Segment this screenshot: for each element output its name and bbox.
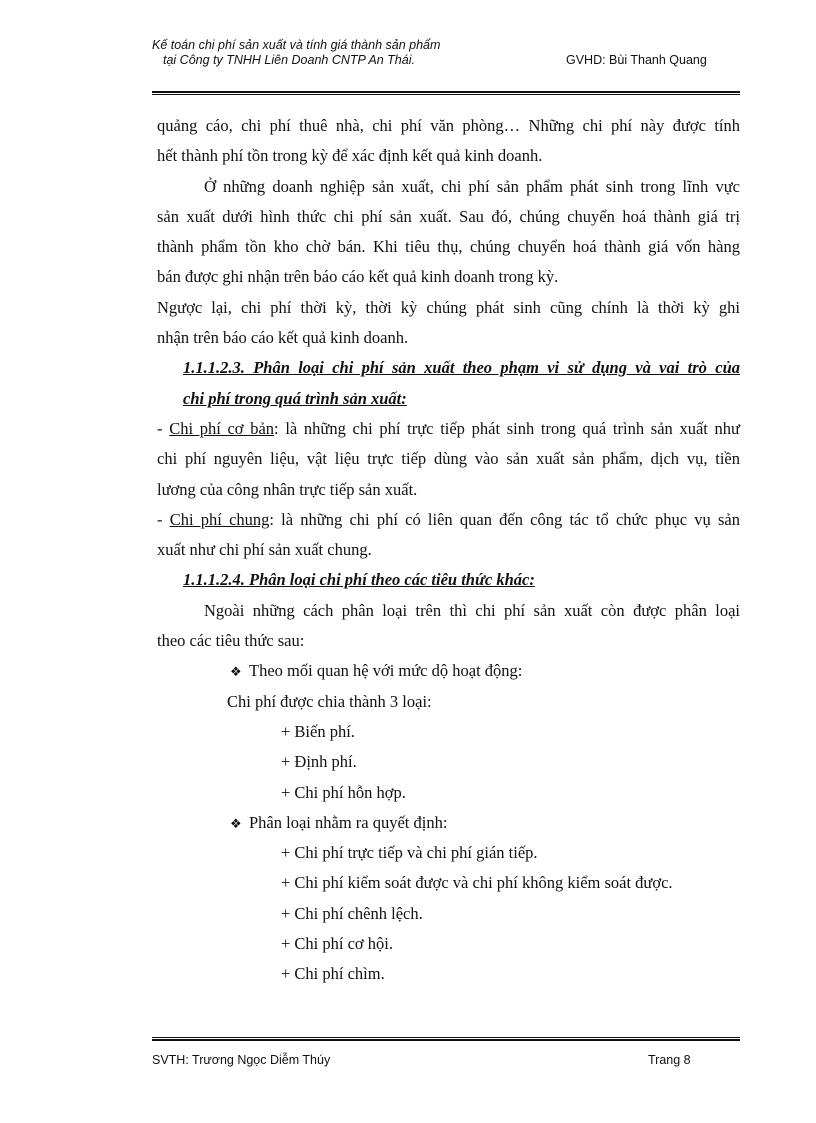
paragraph-line: thành phẩm tồn kho chờ bán. Khi tiêu thụ, chúng chuyển hoá thành giá vốn hàng	[157, 237, 740, 257]
paragraph-line: bán được ghi nhận trên báo cáo kết quả kinh doanh trong kỳ.	[157, 267, 559, 287]
section-heading-2: 1.1.1.2.4. Phân loại chi phí theo các tiêu thức khác:	[183, 570, 535, 590]
dash: -	[157, 418, 170, 438]
paragraph-line: nhận trên báo cáo kết quả kinh doanh.	[157, 328, 409, 348]
list-item: + Chi phí hỗn hợp.	[281, 782, 406, 802]
list-item: + Chi phí cơ hội.	[281, 934, 393, 954]
footer-page-number: Trang 8	[648, 1053, 691, 1067]
bullet-item	[157, 656, 740, 686]
list-item: + Chi phí kiểm soát được và chi phí không kiểm soát được.	[281, 873, 673, 893]
bullet-text: Theo mối quan hệ với mức dộ hoạt động:	[249, 661, 523, 681]
paragraph-line: chi phí nguyên liệu, vật liệu trực tiếp dùng vào sản xuất sản phẩm, dịch vụ, tiền	[157, 449, 740, 469]
header-title-line-2: tại Công ty TNHH Liên Doanh CNTP An Thái.	[163, 53, 415, 67]
bullet-text: Phân loại nhằm ra quyết định:	[249, 812, 448, 832]
definition-line	[157, 505, 740, 535]
header-title-line-1: Kế toán chi phí sản xuất và tính giá thành sản phẩm	[152, 38, 441, 52]
section-heading-1-line-2: chi phí trong quá trình sản xuất:	[183, 388, 407, 408]
paragraph-line: Ngược lại, chi phí thời kỳ, thời kỳ chúng phát sinh cũng chính là thời kỳ ghi	[157, 297, 740, 317]
diamond-bullet-icon: ❖	[230, 665, 242, 681]
list-item: + Định phí.	[281, 752, 357, 772]
paragraph-line: xuất như chi phí sản xuất chung.	[157, 540, 372, 560]
bullet-subtext: Chi phí được chia thành 3 loại:	[227, 691, 432, 711]
bullet-item	[157, 808, 740, 838]
diamond-bullet-icon: ❖	[230, 816, 242, 832]
document-body	[157, 111, 740, 990]
list-item: + Chi phí trực tiếp và chi phí gián tiếp.	[281, 843, 538, 863]
paragraph-line: theo các tiêu thức sau:	[157, 631, 305, 651]
definition-text: : là những chi phí trực tiếp phát sinh trong quá trình sản xuất như	[274, 418, 740, 438]
definition-line	[157, 414, 740, 444]
paragraph-line: hết thành phí tồn trong kỳ để xác định kết quả kinh doanh.	[157, 146, 543, 166]
list-item: + Biến phí.	[281, 721, 355, 741]
header-rule	[152, 91, 740, 95]
header-advisor: GVHD: Bùi Thanh Quang	[566, 53, 707, 67]
paragraph-line: quảng cáo, chi phí thuê nhà, chi phí văn phòng… Những chi phí này được tính	[157, 116, 740, 135]
footer-rule	[152, 1037, 740, 1041]
term-chi-phi-co-ban: Chi phí cơ bản	[169, 418, 275, 438]
paragraph-line: Ở những doanh nghiệp sản xuất, chi phí sản phẩm phát sinh trong lĩnh vực	[204, 176, 740, 196]
paragraph-line: lương của công nhân trực tiếp sản xuất.	[157, 479, 418, 499]
term-chi-phi-chung: Chi phí chung	[169, 509, 270, 529]
paragraph-line: Ngoài những cách phân loại trên thì chi phí sản xuất còn được phân loại	[204, 600, 740, 620]
header-title	[152, 38, 440, 68]
paragraph-line: sản xuất dưới hình thức chi phí sản xuất. Sau đó, chúng chuyển hoá thành giá trị	[157, 206, 740, 226]
list-item: + Chi phí chìm.	[281, 964, 385, 984]
dash: -	[157, 509, 170, 529]
list-item: + Chi phí chênh lệch.	[281, 903, 423, 923]
section-heading-1-line-1: 1.1.1.2.3. Phân loại chi phí sản xuất theo phạm vi sử dụng và vai trò của	[183, 358, 740, 378]
footer-student: SVTH: Trương Ngọc Diễm Thúy	[152, 1053, 331, 1067]
definition-text: : là những chi phí có liên quan đến công tác tổ chức phục vụ sản	[269, 509, 741, 529]
